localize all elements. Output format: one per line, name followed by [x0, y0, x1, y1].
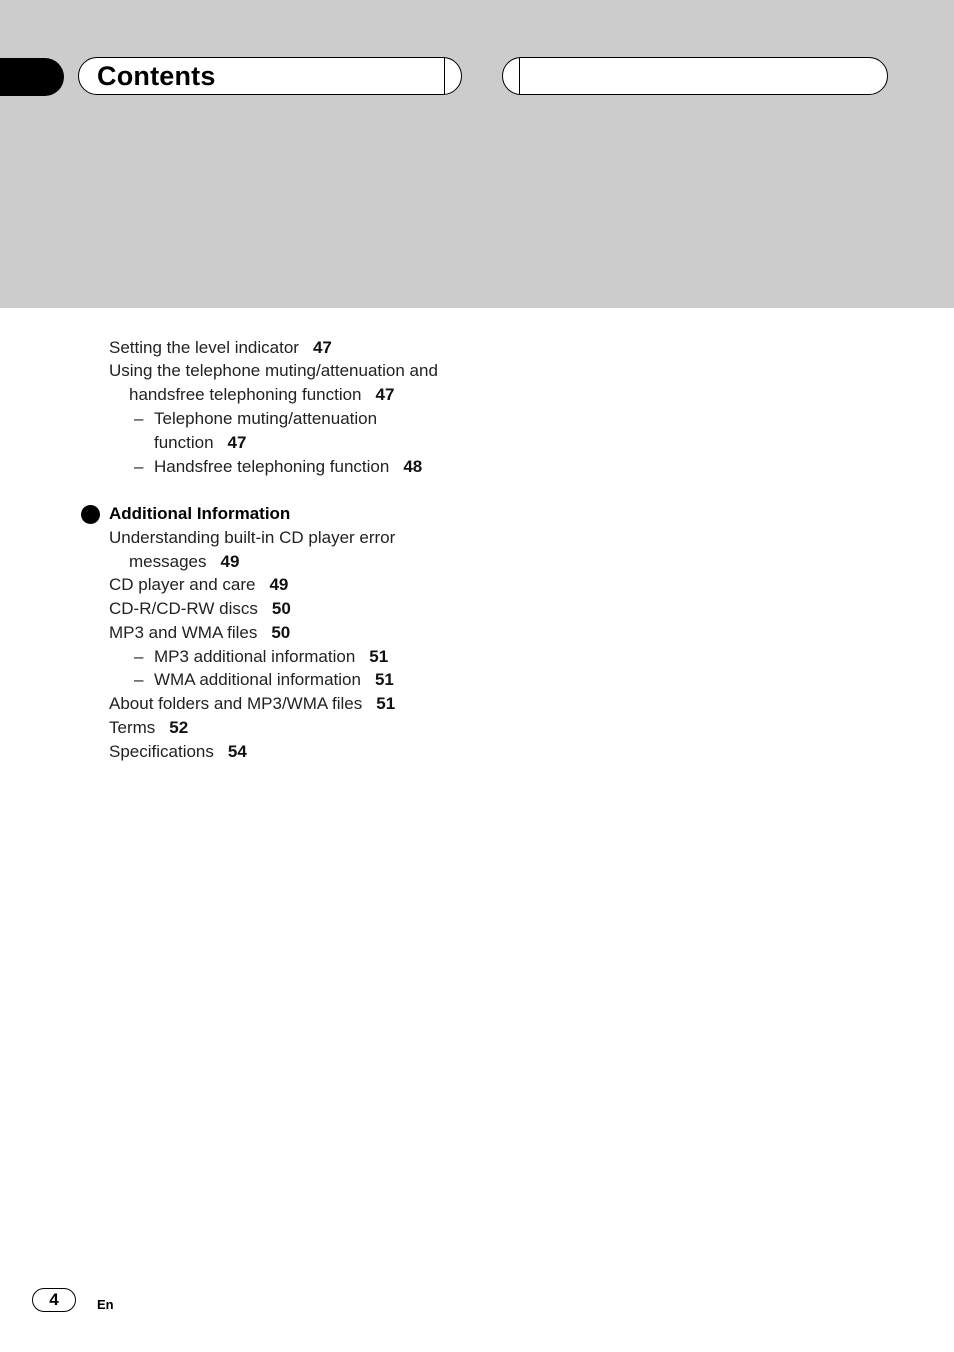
toc-subentry[interactable]: – Telephone muting/attenuation [134, 407, 377, 431]
toc-entry[interactable]: CD player and care 49 [109, 575, 289, 594]
toc-page-number: 47 [312, 338, 332, 357]
title-box [78, 57, 462, 95]
toc-page-number: 51 [374, 670, 394, 689]
dash-marker: – [134, 457, 144, 476]
toc-page-number: 49 [269, 575, 289, 594]
toc-entry-continued[interactable]: messages 49 [129, 552, 240, 571]
toc-entry[interactable]: Specifications 54 [109, 742, 247, 761]
toc-entry[interactable]: About folders and MP3/WMA files 51 [109, 694, 396, 713]
toc-page-number: 47 [227, 433, 247, 452]
toc-entry[interactable]: Terms 52 [109, 718, 189, 737]
toc-entry-continued[interactable]: handsfree telephoning function 47 [129, 385, 395, 404]
language-label: En [97, 1297, 114, 1312]
section-bullet-icon [81, 505, 100, 524]
page-title: Contents [97, 61, 216, 91]
header-band [0, 0, 954, 308]
toc-page-number: 47 [375, 385, 395, 404]
toc-entry[interactable]: Using the telephone muting/attenuation and [109, 361, 438, 380]
page-number: 4 [32, 1288, 76, 1312]
dash-marker: – [134, 647, 144, 666]
toc-page-number: 54 [227, 742, 247, 761]
title-box-right [502, 57, 888, 95]
toc-page-number: 52 [169, 718, 189, 737]
toc-subentry-continued[interactable]: function 47 [154, 433, 247, 452]
toc-page-number: 50 [271, 623, 291, 642]
toc-entry[interactable]: CD-R/CD-RW discs 50 [109, 599, 291, 618]
toc-page-number: 51 [376, 694, 396, 713]
toc-page-number: 50 [271, 599, 291, 618]
dash-marker: – [134, 409, 144, 428]
toc-page-number: 48 [403, 457, 423, 476]
toc-subentry[interactable]: – Handsfree telephoning function 48 [134, 455, 422, 479]
toc-page-number: 51 [369, 647, 389, 666]
toc-entry[interactable]: Setting the level indicator 47 [109, 338, 332, 357]
toc-entry[interactable]: Understanding built-in CD player error [109, 528, 396, 547]
chapter-tab [0, 58, 64, 96]
section-heading[interactable]: Additional Information [109, 504, 291, 523]
dash-marker: – [134, 670, 144, 689]
toc-subentry[interactable]: – MP3 additional information 51 [134, 645, 388, 669]
toc-page-number: 49 [220, 552, 240, 571]
toc-subentry[interactable]: – WMA additional information 51 [134, 668, 394, 692]
toc-entry[interactable]: MP3 and WMA files 50 [109, 623, 291, 642]
